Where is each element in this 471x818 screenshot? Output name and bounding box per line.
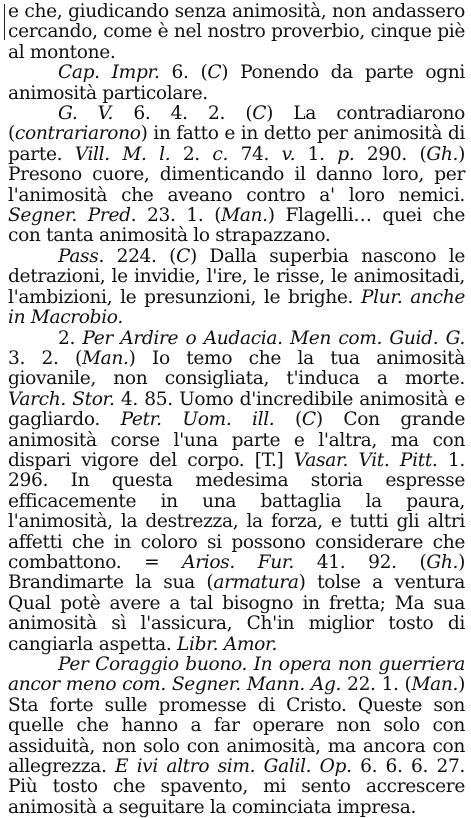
entry-paragraph <box>8 655 465 818</box>
italic-text: Gh. <box>426 551 459 573</box>
text-run: 290. ( <box>354 143 427 165</box>
italic-text: Per Coraggio buono. In opera non guerriera ancor meno com. Segner. Mann. Ag. <box>8 654 465 696</box>
text-run: 224. ( <box>104 245 177 267</box>
text-run: 1. <box>295 143 338 165</box>
italic-text: C <box>207 62 222 84</box>
text-run: ) Con grande animosità corse l'una parte e l'altra, ma con dispari vigore del corpo. [T.] <box>8 409 465 471</box>
italic-text: Man. <box>81 347 129 369</box>
italic-text: Pass. <box>58 245 105 267</box>
text-run: ) Dalla superbia nascono le detrazioni, le invidie, l'ire, le risse, le animositadi, l'ambizioni, le presunzioni, le brighe. <box>8 245 465 308</box>
entry-paragraph <box>8 329 465 656</box>
entry-paragraph <box>8 104 465 247</box>
italic-text: p. <box>337 143 355 165</box>
italic-text: C <box>301 409 316 431</box>
italic-text: Petr. Uom. ill. <box>120 409 275 431</box>
text-run: e che, giudicando senza animosità, non andassero cercando, come è nel nostro proverbio, cinque piè al montone. <box>8 1 465 63</box>
italic-text: contrariarono <box>14 123 141 145</box>
text-run: 2. <box>58 327 83 349</box>
text-run: 4. 85. Uomo d'incredibile animosità e gagliardo. <box>8 388 465 431</box>
text-run: ) in fatto e in detto per animosità di parte. <box>8 123 465 165</box>
italic-text: Cap. Impr. <box>58 62 160 84</box>
italic-text: Plur. anche in Macrobio. <box>8 286 465 329</box>
italic-text: Man. <box>221 205 268 227</box>
text-run: 2. <box>170 143 213 165</box>
italic-text: Vasar. Vit. Pitt. <box>293 449 438 471</box>
text-run: ) Io temo che la tua animosità giovanile, non consigliata, t'induca a morte. <box>8 347 465 390</box>
text-run: ) Flagelli… quei che con tanta animosità lo strapazzano. <box>8 205 465 247</box>
entry-paragraph <box>8 63 465 104</box>
text-run: 6. 4. 2. ( <box>113 103 253 125</box>
italic-text: G. V. <box>58 103 114 125</box>
text-run: ) Brandimarte la sua ( <box>8 551 465 594</box>
text-run: 6. ( <box>159 62 208 84</box>
text-run: ( <box>274 409 302 431</box>
text-run: ) tolse a ventura Qual potè avere a tal bisogno in fretta; Ma sua animosità sì l'assicura, Ch'in miglior tosto di cangiarla aspetta. <box>8 572 465 655</box>
text-run: 22. 1. ( <box>341 674 412 696</box>
italic-text: C <box>252 103 267 125</box>
entry-paragraph <box>8 247 465 329</box>
entry-paragraph <box>8 2 465 63</box>
italic-text: Arios. Fur. <box>182 551 294 573</box>
text-run: 41. 92. ( <box>293 551 427 573</box>
text-run: ) La contradiarono ( <box>8 103 465 145</box>
text-run: 6. 6. 6. 27. Più tosto che spavento, mi sento accrescere animosità a seguitare la cominciata impresa. <box>8 756 465 818</box>
italic-text: Per Ardire o Audacia. Men com. Guid. G. <box>82 327 465 349</box>
text-run: ) Ponendo da parte ogni animosità particolare. <box>8 62 465 104</box>
italic-text: c. <box>212 143 229 165</box>
italic-text: v. <box>281 143 296 165</box>
italic-text: Gh. <box>426 143 459 165</box>
text-run: ) Presono cuore, dimenticando il danno loro, per l'animosità che aveano contro a' loro nemici. <box>8 143 465 206</box>
text-run: 1. 296. In questa medesima storia espresse efficacemente in una battaglia la paura, l'animosità, la destrezza, la forza, e tutti gli altri affetti che in coloro si possono considerare che combattono. = <box>8 449 465 573</box>
italic-text: Vill. M. l. <box>74 143 171 165</box>
italic-text: Segner. Pred. <box>8 205 137 227</box>
italic-text: Varch. Stor. <box>8 388 115 410</box>
column-rule <box>4 4 5 40</box>
text-run: 3. 2. ( <box>8 347 82 369</box>
text-run: ) Sta forte sulle promesse di Cristo. Queste son quelle che hanno a far operare non solo con assiduità, non solo con animosità, ma ancora con allegrezza. <box>8 674 465 778</box>
text-run: 74. <box>228 143 282 165</box>
italic-text: Libr. Amor. <box>176 633 278 655</box>
italic-text: armatura <box>213 572 299 594</box>
entry-body <box>8 2 465 818</box>
italic-text: C <box>176 245 190 267</box>
italic-text: Man. <box>411 674 459 696</box>
text-run: 23. 1. ( <box>136 205 222 227</box>
italic-text: E ivi altro sim. Galil. Op. <box>114 756 352 778</box>
